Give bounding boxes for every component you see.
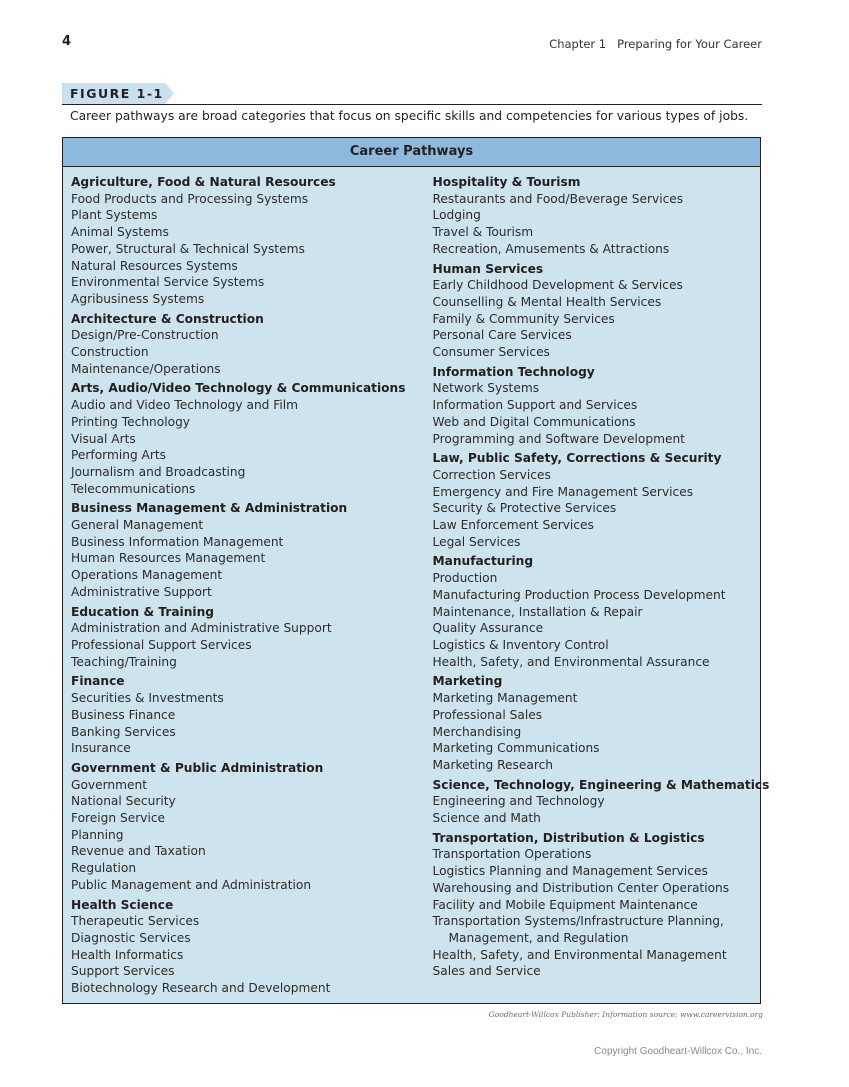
pathway-item: Sales and Service: [432, 964, 541, 979]
left-column: [63, 174, 412, 1000]
pathway-item: Professional Support Services: [71, 637, 252, 652]
pathway-item: Regulation: [71, 861, 137, 876]
pathway-group: [433, 553, 761, 670]
pathway-item: Performing Arts: [71, 448, 167, 463]
pathway-group: [433, 673, 761, 773]
pathway-item: Programming and Software Development: [432, 431, 685, 446]
pathway-item: Therapeutic Services: [71, 914, 200, 929]
pathway-item: Health, Safety, and Environmental Management: [432, 947, 727, 962]
pathway-item: Government: [71, 777, 148, 792]
pathway-item: Personal Care Services: [432, 328, 572, 343]
pathway-item: Natural Resources Systems: [71, 258, 238, 273]
pathway-item: Agribusiness Systems: [71, 291, 205, 306]
pathway-item: Family & Community Services: [432, 311, 615, 326]
pathway-item: Legal Services: [432, 534, 521, 549]
pathway-item: Food Products and Processing Systems: [71, 191, 309, 206]
pathway-item: Visual Arts: [71, 431, 136, 446]
pathway-item: Security & Protective Services: [432, 501, 617, 516]
pathway-category: Manufacturing: [432, 554, 534, 569]
pathway-item: Banking Services: [71, 724, 176, 739]
pathway-group: [71, 174, 412, 308]
pathway-item: Construction: [71, 345, 149, 360]
pathway-item: Logistics & Inventory Control: [432, 637, 609, 652]
pathway-category: Architecture & Construction: [71, 311, 264, 326]
pathway-category: Marketing: [432, 674, 503, 689]
pathway-item: Administrative Support: [71, 584, 212, 599]
copyright-notice: Copyright Goodheart-Willcox Co., Inc.: [594, 1046, 762, 1057]
pathway-item: Travel & Tourism: [432, 225, 534, 240]
source-credit: Goodheart-Willcox Publisher; Information source: www.careervision.org: [488, 1010, 763, 1019]
pathway-item: Transportation Systems/Infrastructure Planning,: [432, 914, 724, 929]
pathway-item: Consumer Services: [432, 345, 550, 360]
pathway-category: Hospitality & Tourism: [432, 175, 581, 189]
pathway-item: Journalism and Broadcasting: [71, 464, 246, 479]
pathway-item: Maintenance, Installation & Repair: [432, 604, 643, 619]
pathway-category: Business Management & Administration: [71, 501, 348, 516]
pathway-item: Teaching/Training: [71, 654, 177, 669]
pathway-group: [433, 830, 761, 980]
pathway-category: Transportation, Distribution & Logistics: [432, 830, 705, 845]
pathway-group: [71, 760, 412, 894]
pathway-group: [432, 777, 770, 827]
pathway-item: Public Management and Administration: [71, 877, 312, 892]
pathway-category: Education & Training: [71, 604, 214, 619]
pathway-item: Audio and Video Technology and Film: [71, 398, 299, 413]
pathway-item: Environmental Service Systems: [71, 275, 265, 290]
pathway-category: Human Services: [432, 261, 544, 276]
pathway-item: Revenue and Taxation: [71, 844, 206, 859]
pathway-item: Marketing Management: [432, 691, 578, 706]
pathway-item: Plant Systems: [71, 208, 158, 223]
pathway-item: Warehousing and Distribution Center Operations: [432, 880, 730, 895]
pathway-group: [71, 380, 412, 497]
pathway-category: Arts, Audio/Video Technology & Communications: [71, 381, 406, 396]
pathway-item: Counselling & Mental Health Services: [432, 294, 662, 309]
pathway-item: Transportation Operations: [432, 847, 592, 862]
pathway-item: Marketing Communications: [432, 741, 600, 756]
pathway-item: Power, Structural & Technical Systems: [71, 241, 305, 256]
pathway-item: Health Informatics: [71, 947, 184, 962]
pathway-item: Foreign Service: [71, 811, 166, 826]
pathway-item: Human Resources Management: [71, 551, 266, 566]
pathway-group: [71, 897, 412, 997]
pathway-item: Marketing Research: [432, 757, 554, 772]
pathway-item: Telecommunications: [71, 481, 196, 496]
pathway-category: Agriculture, Food & Natural Resources: [71, 175, 336, 189]
pathway-category: Health Science: [71, 897, 174, 912]
pathway-item: Business Finance: [71, 707, 176, 722]
figure-label: FIGURE 1-1: [70, 86, 164, 101]
pathway-item: Information Support and Services: [432, 398, 638, 413]
pathway-item: Logistics Planning and Management Services: [432, 864, 708, 879]
pathway-item: Lodging: [432, 208, 481, 223]
pathway-item: National Security: [71, 794, 176, 809]
running-head: Chapter 1 Preparing for Your Career: [549, 37, 762, 51]
pathway-item: Web and Digital Communications: [432, 414, 636, 429]
pathway-item: Operations Management: [71, 568, 223, 583]
pathway-item: Business Information Management: [71, 534, 284, 549]
pathway-item: Restaurants and Food/Beverage Services: [432, 191, 684, 206]
pathway-item: Support Services: [71, 964, 175, 979]
pathway-category: Science, Technology, Engineering & Mathematics: [432, 777, 770, 792]
pathway-item: Health, Safety, and Environmental Assurance: [432, 654, 710, 669]
pathway-item: Professional Sales: [432, 707, 543, 722]
table-title: Career Pathways: [63, 138, 760, 167]
pathway-item: Merchandising: [432, 724, 522, 739]
pathway-group: [71, 673, 412, 757]
pathway-item: Network Systems: [432, 381, 540, 396]
pathway-item: Printing Technology: [71, 414, 191, 429]
pathway-category: Finance: [71, 674, 125, 689]
pathway-item: Quality Assurance: [432, 621, 544, 636]
pathway-item: Production: [432, 571, 498, 586]
pathway-item: Early Childhood Development & Services: [432, 278, 683, 293]
pathway-group: [433, 450, 761, 550]
pathway-item: Management, and Regulation: [448, 930, 629, 945]
pathway-item: Maintenance/Operations: [71, 361, 221, 376]
pathway-item: Animal Systems: [71, 225, 169, 240]
pathway-category: Information Technology: [432, 364, 595, 379]
page-number: 4: [62, 34, 72, 49]
career-pathways-table: [62, 137, 770, 1004]
figure-rule: [62, 104, 762, 105]
pathway-item: General Management: [71, 518, 204, 533]
pathway-group: [71, 604, 412, 671]
pathway-group: [433, 364, 761, 448]
pathway-category: Government & Public Administration: [71, 760, 324, 775]
pathway-item: Correction Services: [432, 467, 551, 482]
pathway-item: Insurance: [71, 741, 131, 756]
pathway-group: [71, 311, 412, 378]
pathway-item: Manufacturing Production Process Development: [432, 587, 726, 602]
pathway-item: Planning: [71, 827, 124, 842]
pathway-item: Emergency and Fire Management Services: [432, 484, 694, 499]
pathway-item: Law Enforcement Services: [432, 518, 594, 533]
pathway-item: Facility and Mobile Equipment Maintenance: [432, 897, 698, 912]
pathway-item: Recreation, Amusements & Attractions: [432, 241, 670, 256]
pathway-category: Law, Public Safety, Corrections & Security: [432, 451, 722, 466]
figure-caption: Career pathways are broad categories that focus on specific skills and competencies for various types of jobs.: [70, 109, 749, 123]
pathway-item: Administration and Administrative Support: [71, 621, 332, 636]
pathway-item: Design/Pre-Construction: [71, 328, 219, 343]
pathway-item: Biotechnology Research and Development: [71, 981, 331, 996]
pathway-item: Engineering and Technology: [432, 794, 605, 809]
right-column: [412, 174, 770, 1000]
pathway-item: Science and Math: [432, 811, 541, 826]
pathway-item: Diagnostic Services: [71, 930, 191, 945]
pathway-group: [71, 500, 412, 600]
pathway-group: [433, 174, 761, 258]
pathway-item: Securities & Investments: [71, 691, 224, 706]
pathway-group: [433, 261, 761, 361]
